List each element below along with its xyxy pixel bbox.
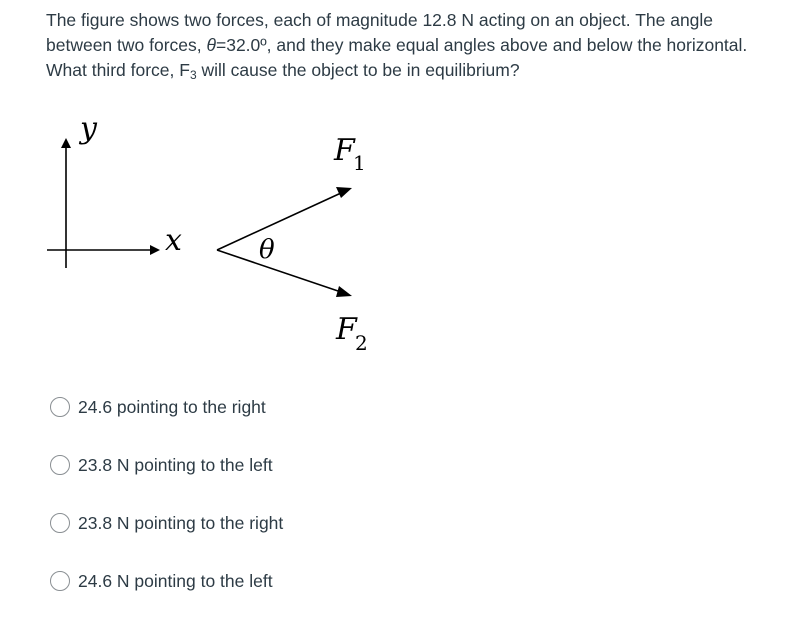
f2-label-subscript: 2 xyxy=(355,331,368,355)
question-part-2: =32.0º, and they make equal angles above and below the horizontal. What third force, F xyxy=(46,35,748,80)
f1-label-subscript: 1 xyxy=(353,151,366,175)
radio-button[interactable] xyxy=(50,571,70,591)
y-axis-arrowhead xyxy=(61,138,71,148)
radio-button[interactable] xyxy=(50,397,70,417)
answer-options xyxy=(50,393,283,625)
theta-symbol: θ xyxy=(206,35,216,55)
answer-option-1[interactable] xyxy=(50,393,283,451)
question-part-1: The figure shows two forces, each of magnitude 12.8 N acting on an object. The angle between two forces, xyxy=(46,10,714,55)
answer-option-3[interactable] xyxy=(50,509,283,567)
answer-option-2[interactable] xyxy=(50,451,283,509)
y-axis-label: y xyxy=(80,111,97,146)
f3-subscript: 3 xyxy=(189,68,197,82)
f2-label-letter: F xyxy=(336,312,357,347)
f1-vector-line xyxy=(217,193,341,250)
answer-option-4[interactable] xyxy=(50,567,283,625)
radio-button[interactable] xyxy=(50,513,70,533)
answer-label[interactable]: 23.8 N pointing to the right xyxy=(78,513,284,533)
f2-vector-line xyxy=(217,250,341,292)
answer-label[interactable]: 24.6 pointing to the right xyxy=(78,397,266,417)
answer-label[interactable]: 23.8 N pointing to the left xyxy=(78,455,273,475)
answer-label[interactable]: 24.6 N pointing to the left xyxy=(78,571,273,591)
theta-label: θ xyxy=(259,235,275,265)
f2-arrowhead xyxy=(336,286,352,297)
x-axis-label: x xyxy=(165,223,182,258)
radio-button[interactable] xyxy=(50,455,70,475)
x-axis-arrowhead xyxy=(150,245,160,255)
f1-arrowhead xyxy=(336,187,352,198)
question-part-3: will cause the object to be in equilibrium? xyxy=(196,60,520,80)
f1-label-letter: F xyxy=(334,133,355,168)
